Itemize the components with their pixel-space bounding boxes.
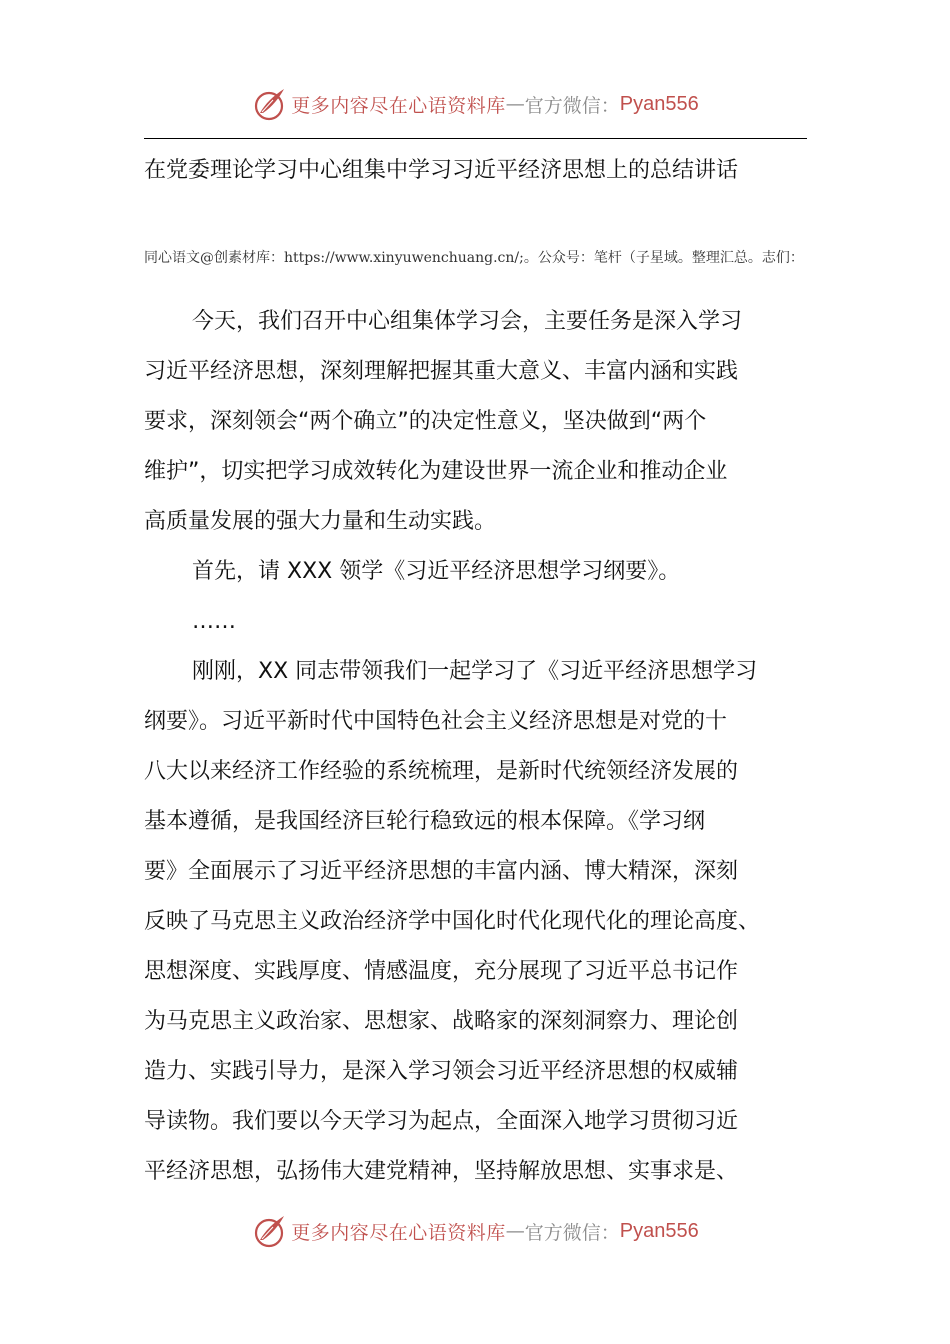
document-title: 在党委理论学习中心组集中学习习近平经济思想上的总结讲话 xyxy=(144,158,739,183)
paragraph-line: 纲要》。习近平新时代中国特色社会主义经济思想是对党的十 xyxy=(144,709,728,734)
paragraph-line: 造力、实践引导力，是深入学习领会习近平经济思想的权威辅 xyxy=(144,1059,739,1084)
paragraph-summary xyxy=(144,647,808,1197)
paragraph-line: 要》全面展示了习近平经济思想的丰富内涵、博大精深，深刻 xyxy=(144,859,739,884)
source-line: 同心语文@创素材库：https://www.xinyuwenchuang.cn/;。公众号：笔杆（子星域。整理汇总。志们： xyxy=(144,250,804,266)
paragraph-line: 导读物。我们要以今天学习为起点，全面深入地学习贯彻习近 xyxy=(144,1109,739,1134)
quill-pen-logo-icon xyxy=(251,1213,287,1249)
paragraph-line: 思想深度、实践厚度、情感温度，充分展现了习近平总书记作 xyxy=(144,959,739,984)
header-banner xyxy=(0,84,950,124)
paragraph-line: 为马克思主义政治家、思想家、战略家的深刻洞察力、理论创 xyxy=(144,1009,739,1034)
paragraph-line: …… xyxy=(192,609,236,634)
banner-weixin-id: Pyan556 xyxy=(619,1219,699,1242)
paragraph-line: 反映了马克思主义政治经济学中国化时代化现代化的理论高度、 xyxy=(144,909,761,934)
banner-main-text: 更多内容尽在心语资料库 xyxy=(291,94,506,117)
paragraph-line: 习近平经济思想，深刻理解把握其重大意义、丰富内涵和实践 xyxy=(144,359,739,384)
paragraph-line: 维护”，切实把学习成效转化为建设世界一流企业和推动企业 xyxy=(144,459,728,484)
banner-weixin-label: 官方微信： xyxy=(524,1221,620,1244)
paragraph-line: 平经济思想，弘扬伟大建党精神，坚持解放思想、实事求是、 xyxy=(144,1159,739,1184)
header-divider xyxy=(144,138,807,139)
paragraph-ellipsis xyxy=(144,597,808,647)
paragraph-intro xyxy=(144,297,808,547)
paragraph-line: 基本遵循，是我国经济巨轮行稳致远的根本保障。《学习纲 xyxy=(144,809,706,834)
banner-separator: — xyxy=(505,93,525,115)
banner-weixin-label: 官方微信： xyxy=(524,94,620,117)
banner-weixin-id: Pyan556 xyxy=(619,92,699,115)
banner-separator: — xyxy=(505,1220,525,1242)
paragraph-first-step xyxy=(144,547,808,597)
paragraph-line: 首先，请 XXX 领学《习近平经济思想学习纲要》。 xyxy=(192,559,681,584)
document-body xyxy=(144,297,808,1197)
paragraph-line: 今天，我们召开中心组集体学习会，主要任务是深入学习 xyxy=(192,309,743,334)
quill-pen-logo-icon xyxy=(251,86,287,122)
footer-banner xyxy=(0,1211,950,1251)
paragraph-line: 高质量发展的强大力量和生动实践。 xyxy=(144,509,497,534)
paragraph-line: 刚刚，XX 同志带领我们一起学习了《习近平经济思想学习 xyxy=(192,659,758,684)
paragraph-line: 八大以来经济工作经验的系统梳理，是新时代统领经济发展的 xyxy=(144,759,739,784)
banner-main-text: 更多内容尽在心语资料库 xyxy=(291,1221,506,1244)
paragraph-line: 要求，深刻领会“两个确立”的决定性意义，坚决做到“两个 xyxy=(144,409,707,434)
